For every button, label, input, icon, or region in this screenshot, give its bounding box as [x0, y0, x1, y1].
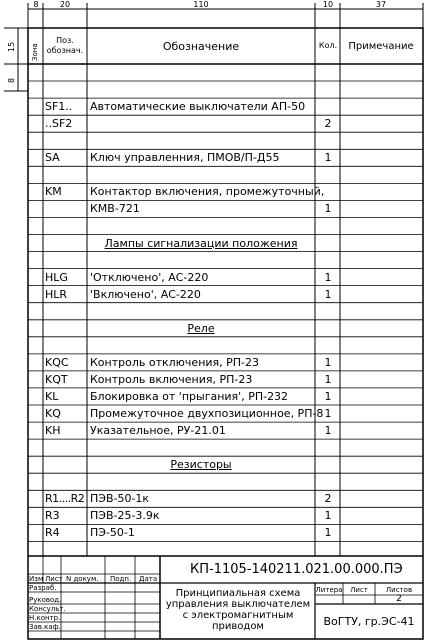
- stamp-listov: Листов: [385, 586, 413, 594]
- position-designator: HLG: [45, 270, 68, 284]
- change-header-sign: Подп.: [110, 575, 132, 583]
- dim-label-designation: 110: [193, 0, 209, 9]
- stamp-listov-value: 2: [396, 594, 402, 604]
- role-developer: Разраб.: [29, 584, 57, 592]
- stamp-list: Лист: [350, 586, 368, 594]
- role-head-of-dept: Зав.каф.: [29, 623, 61, 631]
- dim-label-qty: 10: [322, 0, 334, 9]
- dim-label-row-height: 8: [7, 77, 16, 83]
- document-code: КП-1105-140211.021.00.000.ПЭ: [190, 562, 403, 577]
- item-quantity: 1: [324, 389, 332, 403]
- drawing-title-line2: управления выключателем: [165, 599, 311, 610]
- drawing-title-line1: Принципиальная схема: [175, 588, 301, 599]
- header-designation: Обозначение: [162, 40, 240, 53]
- item-quantity: 1: [324, 526, 332, 540]
- position-designator: KM: [45, 185, 62, 199]
- section-heading: Лампы сигнализации положения: [104, 236, 298, 250]
- role-consultant: Консульт.: [29, 605, 66, 613]
- drawing-title-line3: с электромагнитным: [182, 610, 294, 621]
- item-description: КМВ-721: [90, 202, 140, 216]
- change-header-doc: N докум.: [66, 575, 99, 583]
- item-description: 'Включено', АС-220: [90, 287, 201, 301]
- item-description: ПЭ-50-1: [90, 526, 135, 540]
- dim-label-zone: 8: [33, 0, 39, 9]
- item-description: Контактор включения, промежуточный,: [90, 185, 325, 199]
- item-quantity: 1: [324, 287, 332, 301]
- item-quantity: 2: [324, 492, 332, 506]
- item-quantity: 1: [324, 202, 332, 216]
- position-designator: KL: [45, 389, 59, 403]
- role-norm-control: Н.контр.: [29, 614, 61, 622]
- header-pos-line2: обознач.: [46, 46, 84, 55]
- change-header-izm: Изм: [29, 575, 44, 583]
- position-designator: HLR: [45, 287, 68, 301]
- dim-label-pos: 20: [59, 0, 71, 9]
- change-header-date: Дата: [139, 575, 158, 583]
- drawing-title-line4: приводом: [212, 621, 264, 632]
- position-designator: KQC: [45, 355, 69, 369]
- item-description: Контроль отключения, РП-23: [90, 355, 260, 369]
- change-header-list: Лист: [45, 575, 63, 583]
- position-designator: KH: [45, 424, 61, 438]
- header-qty: Кол.: [318, 41, 338, 50]
- position-designator: SA: [45, 151, 60, 165]
- header-zone: Зона: [31, 43, 39, 61]
- item-quantity: 1: [324, 372, 332, 386]
- section-heading: Резисторы: [170, 458, 232, 472]
- dim-label-header-height: 15: [7, 41, 16, 52]
- item-quantity: 1: [324, 407, 332, 420]
- section-heading: Реле: [187, 321, 215, 335]
- item-quantity: 1: [324, 355, 332, 369]
- item-description: Промежуточное двухпозиционное, РП-8: [90, 407, 324, 420]
- item-quantity: 1: [324, 270, 332, 284]
- dim-label-note: 37: [375, 0, 387, 9]
- position-designator: KQ: [45, 407, 61, 420]
- item-description: Контроль включения, РП-23: [90, 372, 253, 386]
- item-description: Указательное, РУ-21.01: [90, 424, 226, 438]
- item-quantity: 1: [324, 509, 332, 523]
- item-description: Автоматические выключатели АП-50: [90, 100, 306, 114]
- item-description: Ключ управленния, ПМОВ/П-Д55: [90, 151, 280, 165]
- item-quantity: 1: [324, 151, 332, 165]
- header-note: Примечание: [348, 41, 414, 52]
- position-designator: SF1..: [45, 100, 73, 114]
- item-description: 'Отключено', АС-220: [90, 270, 209, 284]
- item-description: Блокировка от 'прыгания', РП-232: [90, 389, 289, 403]
- organization: ВоГТУ, гр.ЭС-41: [323, 615, 415, 628]
- header-pos-line1: Поз.: [56, 36, 74, 45]
- position-designator: ..SF2: [45, 117, 73, 131]
- position-designator: R3: [45, 509, 60, 523]
- position-designator: KQT: [45, 372, 68, 386]
- item-quantity: 1: [324, 424, 332, 438]
- position-designator: R4: [45, 526, 60, 540]
- position-designator: R1....R2: [45, 492, 85, 506]
- item-description: ПЭВ-50-1к: [90, 492, 150, 506]
- item-quantity: 2: [324, 117, 332, 131]
- stamp-litera: Литера: [315, 586, 343, 594]
- item-description: ПЭВ-25-3.9к: [90, 509, 160, 523]
- role-supervisor: Руковод.: [29, 596, 62, 604]
